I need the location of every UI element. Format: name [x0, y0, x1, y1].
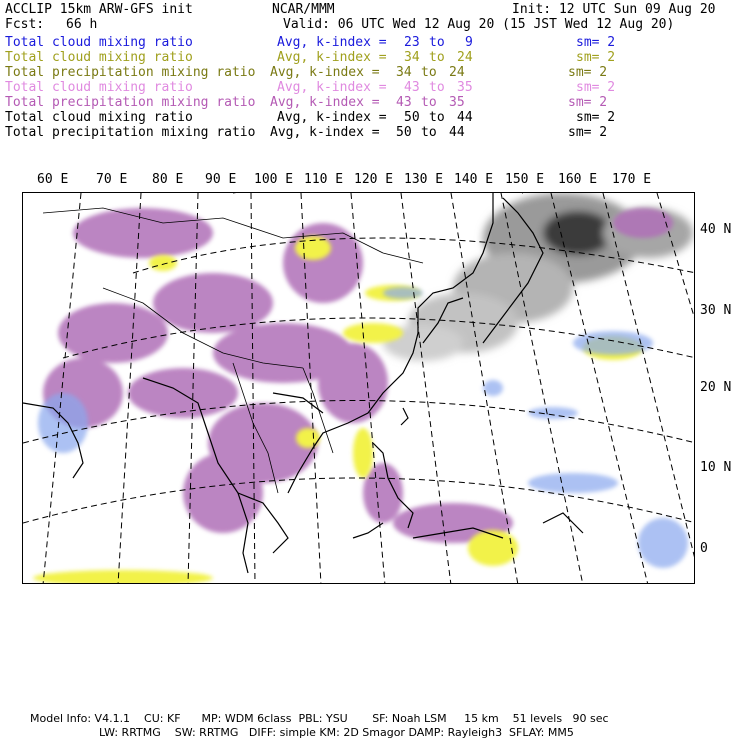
lon-label: 100 E: [254, 172, 294, 187]
model-info-line2: LW: RRTMG SW: RRTMG DIFF: simple KM: 2D Smagor DAMP: Rayleigh3 SFLAY: MM5: [99, 726, 574, 739]
lat-label: 30 N: [700, 303, 732, 318]
field-name: Total cloud mixing ratio: [5, 35, 193, 50]
field-to: 24: [449, 65, 465, 80]
field-name: Total precipitation mixing ratio: [5, 65, 256, 80]
field-sm: sm= 2: [576, 110, 616, 125]
field-from: 23: [404, 35, 420, 50]
field-sm: sm= 2: [568, 125, 608, 140]
lon-label: 160 E: [558, 172, 598, 187]
lat-label: 20 N: [700, 380, 732, 395]
model-info-line1: Model Info: V4.1.1 CU: KF MP: WDM 6class PBL: YSU SF: Noah LSM 15 km 51 levels 90 sec: [30, 712, 609, 725]
field-sm: sm= 2: [576, 35, 616, 50]
map-panel: [22, 192, 695, 584]
field-to-word: to: [421, 65, 437, 80]
field-from: 34: [404, 50, 420, 65]
field-to-word: to: [429, 80, 445, 95]
lat-label: 40 N: [700, 222, 732, 237]
field-to-word: to: [421, 95, 437, 110]
lat-label: 10 N: [700, 460, 732, 475]
field-to-word: to: [429, 50, 445, 65]
lon-label: 150 E: [505, 172, 545, 187]
field-avg: Avg, k-index =: [270, 125, 380, 140]
valid-time: Valid: 06 UTC Wed 12 Aug 20 (15 JST Wed 12 Aug 20): [283, 17, 675, 32]
field-to-word: to: [421, 125, 437, 140]
init-time: Init: 12 UTC Sun 09 Aug 20: [512, 2, 716, 17]
field-to-word: to: [429, 35, 445, 50]
lon-label: 140 E: [454, 172, 494, 187]
lon-label: 110 E: [304, 172, 344, 187]
field-sm: sm= 2: [576, 80, 616, 95]
field-avg: Avg, k-index =: [277, 80, 387, 95]
field-to: 24: [457, 50, 473, 65]
field-to: 35: [449, 95, 465, 110]
map-canvas: [23, 193, 695, 584]
field-from: 50: [396, 125, 412, 140]
field-name: Total cloud mixing ratio: [5, 80, 193, 95]
field-name: Total cloud mixing ratio: [5, 110, 193, 125]
field-avg: Avg, k-index =: [270, 65, 380, 80]
lat-label: 0: [700, 541, 708, 556]
field-to: 35: [457, 80, 473, 95]
lon-label: 170 E: [612, 172, 652, 187]
field-sm: sm= 2: [576, 50, 616, 65]
field-to: 9: [465, 35, 473, 50]
lon-label: 120 E: [354, 172, 394, 187]
lon-label: 90 E: [205, 172, 237, 187]
field-avg: Avg, k-index =: [270, 95, 380, 110]
field-avg: Avg, k-index =: [277, 110, 387, 125]
field-sm: sm= 2: [568, 95, 608, 110]
field-to: 44: [449, 125, 465, 140]
field-to: 44: [457, 110, 473, 125]
field-from: 34: [396, 65, 412, 80]
field-avg: Avg, k-index =: [277, 35, 387, 50]
lon-label: 80 E: [152, 172, 184, 187]
field-sm: sm= 2: [568, 65, 608, 80]
fcst-value: 66 h: [66, 17, 98, 32]
field-name: Total precipitation mixing ratio: [5, 95, 256, 110]
lon-label: 60 E: [37, 172, 69, 187]
lon-label: 130 E: [404, 172, 444, 187]
title-center: NCAR/MMM: [272, 2, 335, 17]
field-from: 43: [404, 80, 420, 95]
fcst-label: Fcst:: [5, 17, 45, 32]
field-from: 50: [404, 110, 420, 125]
field-name: Total precipitation mixing ratio: [5, 125, 256, 140]
lon-label: 70 E: [96, 172, 128, 187]
title-left: ACCLIP 15km ARW-GFS init: [5, 2, 193, 17]
field-name: Total cloud mixing ratio: [5, 50, 193, 65]
field-to-word: to: [429, 110, 445, 125]
field-from: 43: [396, 95, 412, 110]
field-avg: Avg, k-index =: [277, 50, 387, 65]
